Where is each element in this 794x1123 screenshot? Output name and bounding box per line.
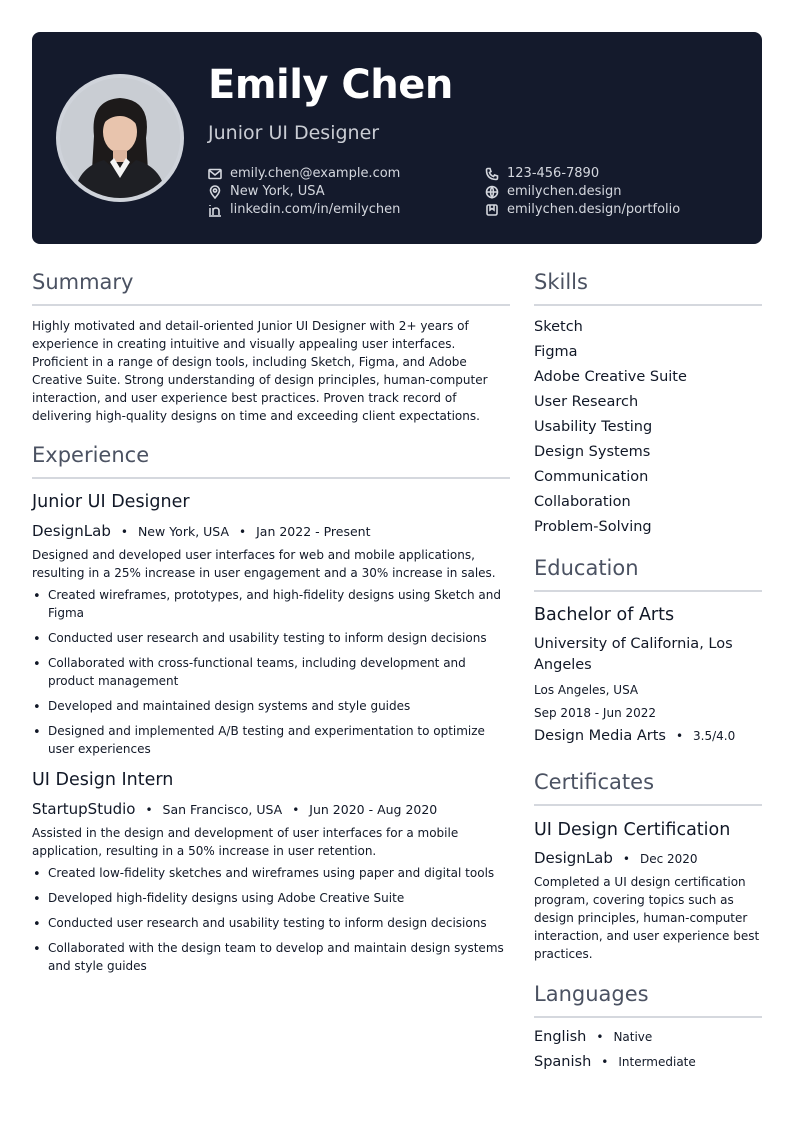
degree: Bachelor of Arts <box>534 605 675 625</box>
contact-location <box>208 184 325 199</box>
gpa: 3.5/4.0 <box>693 729 736 743</box>
education-location: Los Angeles, USA <box>534 683 639 697</box>
person-photo-icon <box>60 78 180 198</box>
mail-icon <box>208 167 222 181</box>
skill-item: Usability Testing <box>534 419 653 435</box>
education-major-row <box>534 728 735 744</box>
skills-heading: Skills <box>534 270 762 306</box>
list-item: • Conducted user research and usability testing to inform design decisions <box>32 914 512 932</box>
skill-item: Collaboration <box>534 494 631 510</box>
contact-phone[interactable] <box>485 166 599 181</box>
separator-dot: • <box>596 1030 604 1044</box>
skill-item: Design Systems <box>534 444 651 460</box>
contact-website[interactable] <box>485 184 621 199</box>
certificate-description: Completed a UI design certification program, covering topics such as design principles, human-computer interaction, and user experience best practices. <box>534 875 760 961</box>
skill-item: User Research <box>534 394 639 410</box>
education-heading: Education <box>534 556 762 592</box>
job-description: Assisted in the design and development of user interfaces for a mobile application, resulting in a 50% increase in user retention. <box>32 826 459 858</box>
globe-icon <box>485 185 499 199</box>
skill-item: Sketch <box>534 319 583 335</box>
job-location: San Francisco, USA <box>162 802 283 817</box>
contact-website-text: emilychen.design <box>507 184 622 199</box>
contact-portfolio-text: emilychen.design/portfolio <box>507 202 681 217</box>
job-company: DesignLab <box>32 522 111 540</box>
linkedin-icon <box>208 203 222 217</box>
job-location: New York, USA <box>137 524 230 539</box>
language-level: Native <box>613 1030 653 1044</box>
profile-photo <box>56 74 184 202</box>
certificate-meta <box>534 849 698 867</box>
skill-item: Communication <box>534 469 649 485</box>
certificate-name: UI Design Certification <box>534 820 731 840</box>
job-dates: Jun 2020 - Aug 2020 <box>309 802 438 817</box>
language-name: Spanish <box>534 1054 592 1070</box>
job-meta <box>32 522 371 540</box>
job-title: Junior UI Designer <box>32 492 190 512</box>
separator-dot: • <box>622 852 630 866</box>
summary-heading: Summary <box>32 270 510 306</box>
skill-item: Problem-Solving <box>534 519 652 535</box>
list-item: • Created wireframes, prototypes, and high-fidelity designs using Sketch and Figma <box>32 586 512 622</box>
certificate-issuer: DesignLab <box>534 849 613 867</box>
summary-text: Highly motivated and detail-oriented Junior UI Designer with 2+ years of experience in creating intuitive and visually appealing user interfaces. Proficient in a range of design tools, including Sketch, Figma, and Adobe Creative Suite. Strong understanding of design principles, human-computer interaction, and user experience best practices. Proven track record of delivering high-quality designs on time and exceeding client expectations. <box>32 319 488 423</box>
separator-dot: • <box>292 803 300 817</box>
certificate-date: Dec 2020 <box>639 852 698 866</box>
major: Design Media Arts <box>534 728 666 744</box>
candidate-name: Emily Chen <box>208 62 453 108</box>
contact-linkedin-text: linkedin.com/in/emilychen <box>230 202 401 217</box>
list-item: • Developed and maintained design systems and style guides <box>32 697 512 715</box>
language-name: English <box>534 1029 587 1045</box>
list-item: • Designed and implemented A/B testing and experimentation to optimize user experiences <box>32 722 512 758</box>
list-item: • Conducted user research and usability testing to inform design decisions <box>32 629 512 647</box>
separator-dot: • <box>601 1055 609 1069</box>
contact-location-text: New York, USA <box>230 184 325 199</box>
certificates-heading: Certificates <box>534 770 762 806</box>
contact-email[interactable] <box>208 166 400 181</box>
resume-header <box>32 32 762 244</box>
list-item: • Collaborated with cross-functional teams, including development and product management <box>32 654 512 690</box>
job-description: Designed and developed user interfaces for web and mobile applications, resulting in a 25% increase in user engagement and a 30% increase in sales. <box>32 548 496 580</box>
language-item <box>534 1054 696 1070</box>
job-bullets <box>32 586 512 765</box>
list-item: • Developed high-fidelity designs using Adobe Creative Suite <box>32 889 512 907</box>
job-bullets <box>32 864 512 982</box>
languages-heading: Languages <box>534 982 762 1018</box>
list-item: • Created low-fidelity sketches and wireframes using paper and digital tools <box>32 864 512 882</box>
separator-dot: • <box>120 525 128 539</box>
skill-item: Figma <box>534 344 578 360</box>
experience-heading: Experience <box>32 443 510 479</box>
job-title: UI Design Intern <box>32 770 174 790</box>
contact-portfolio[interactable] <box>485 202 680 217</box>
education-dates: Sep 2018 - Jun 2022 <box>534 706 657 720</box>
location-pin-icon <box>208 185 222 199</box>
contact-linkedin[interactable] <box>208 202 400 217</box>
school: University of California, Los Angeles <box>534 636 733 673</box>
candidate-title: Junior UI Designer <box>208 122 380 144</box>
list-item: • Collaborated with the design team to develop and maintain design systems and style guides <box>32 939 512 975</box>
phone-icon <box>485 167 499 181</box>
job-meta <box>32 800 437 818</box>
skill-item: Adobe Creative Suite <box>534 369 687 385</box>
portfolio-icon <box>485 203 499 217</box>
language-level: Intermediate <box>618 1055 696 1069</box>
job-dates: Jan 2022 - Present <box>256 524 371 539</box>
separator-dot: • <box>239 525 247 539</box>
language-item <box>534 1029 652 1045</box>
contact-phone-text: 123-456-7890 <box>507 166 600 181</box>
skills-list <box>534 316 687 541</box>
contact-email-text: emily.chen@example.com <box>230 166 401 181</box>
job-company: StartupStudio <box>32 800 136 818</box>
separator-dot: • <box>145 803 153 817</box>
separator-dot: • <box>675 729 684 743</box>
